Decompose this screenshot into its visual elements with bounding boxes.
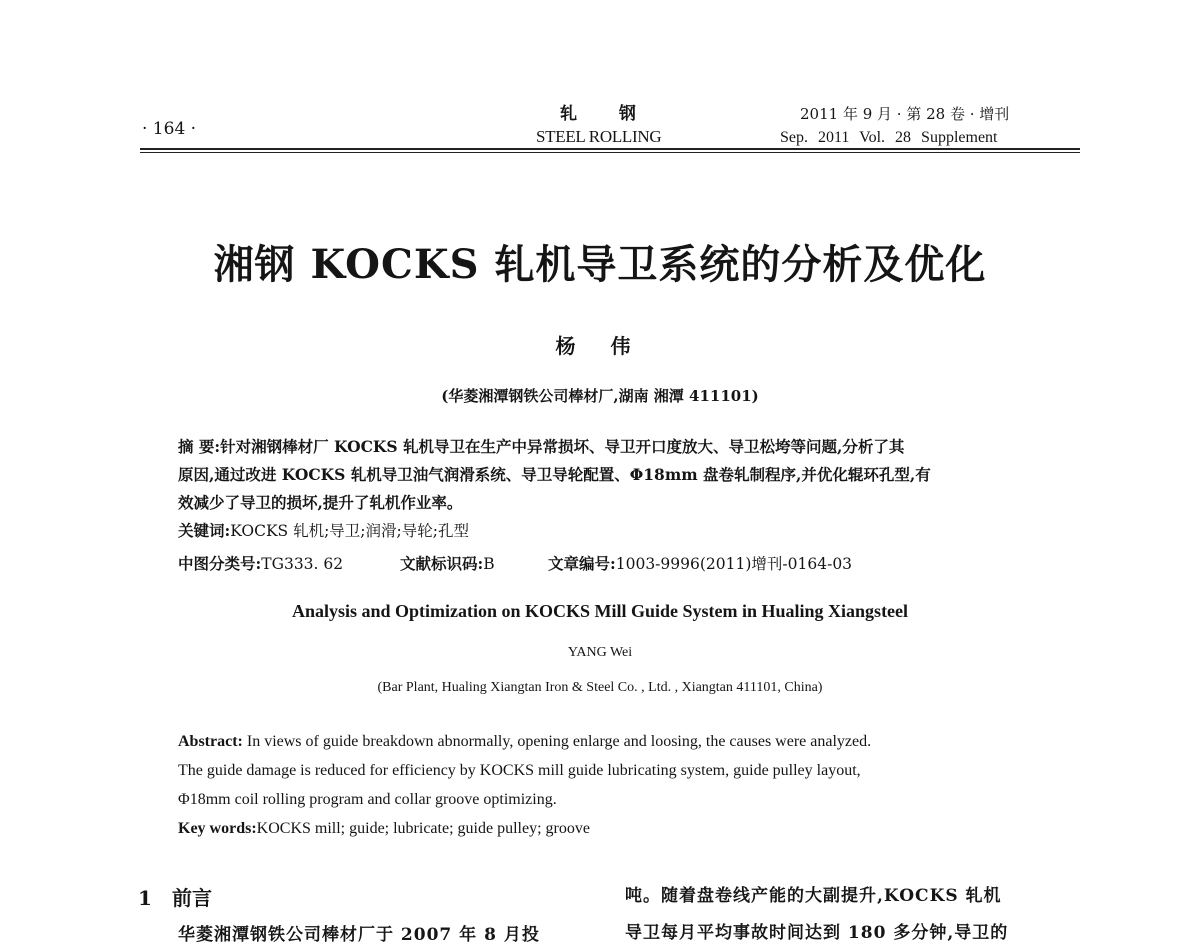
affiliation-en: (Bar Plant, Hualing Xiangtan Iron & Steel Co. , Ltd. , Xiangtan 411101, China): [377, 680, 823, 695]
journal-name-cn: 轧 钢: [560, 104, 654, 124]
abstract-cn-label: 摘 要:: [178, 437, 221, 456]
right-column-line-1: 吨。随着盘卷线产能的大副提升,KOCKS 轧机: [625, 886, 1002, 906]
section-heading: [138, 882, 212, 911]
keywords-cn: 关键词:KOCKS 轧机;导卫;润滑;导轮;孔型: [178, 521, 469, 540]
abstract-en-line-1: Abstract: In views of guide breakdown abnormally, opening enlarge and loosing, the causes were analyzed.: [178, 733, 872, 750]
section-title: 前言: [172, 886, 212, 910]
paper-title-en: Analysis and Optimization on KOCKS Mill Guide System in Hualing Xiangsteel: [291, 601, 909, 621]
page-number: · 164 ·: [142, 119, 197, 139]
issue-date-en: Sep. 2011 Vol. 28 Supplement: [780, 129, 998, 146]
header-rule-thin: [140, 152, 1080, 153]
keywords-cn-label: 关键词:: [178, 521, 231, 540]
keywords-en-label: Key words:: [178, 820, 257, 837]
classification-row: [178, 552, 852, 574]
section-number: 1: [138, 886, 152, 910]
abstract-en-label: Abstract:: [178, 733, 243, 750]
issue-date-cn: 2011 年 9 月 · 第 28 卷 · 增刊: [800, 105, 1010, 123]
keywords-en: Key words:KOCKS mill; guide; lubricate; guide pulley; groove: [178, 820, 590, 837]
clc-code: 中图分类号:TG333. 62: [178, 554, 344, 573]
abstract-cn-line-3: 效减少了导卫的损坏,提升了轧机作业率。: [178, 493, 463, 512]
abstract-cn: [178, 433, 1048, 545]
affiliation-cn: (华菱湘潭钢铁公司棒材厂,湖南 湘潭 411101): [441, 387, 759, 405]
abstract-cn-line-2: 原因,通过改进 KOCKS 轧机导卫油气润滑系统、导卫导轮配置、Φ18mm 盘卷轧制程序,并优化辊环孔型,有: [178, 465, 931, 484]
journal-name-en: STEEL ROLLING: [536, 127, 662, 146]
author-en: YANG Wei: [567, 645, 633, 660]
paper-title-cn: 湘钢 KOCKS 轧机导卫系统的分析及优化: [213, 241, 987, 288]
author-cn: 杨 伟: [555, 334, 645, 358]
right-column-line-2: 导卫每月平均事故时间达到 180 多分钟,导卫的: [625, 923, 1009, 943]
left-column-text: 华菱湘潭钢铁公司棒材厂于 2007 年 8 月投: [178, 925, 540, 945]
abstract-en-line-3: Φ18mm coil rolling program and collar groove optimizing.: [178, 791, 557, 808]
article-number: 文章编号:1003-9996(2011)增刊-0164-03: [548, 554, 853, 573]
doc-code: 文献标识码:B: [400, 554, 495, 573]
abstract-en: [178, 727, 1048, 843]
abstract-cn-line-1: 摘 要:针对湘钢棒材厂 KOCKS 轧机导卫在生产中异常损坏、导卫开口度放大、导卫松垮等问题,分析了其: [178, 437, 905, 456]
abstract-en-line-2: The guide damage is reduced for efficiency by KOCKS mill guide lubricating system, guide pulley layout,: [178, 762, 861, 779]
header-rule-thick: [140, 148, 1080, 150]
